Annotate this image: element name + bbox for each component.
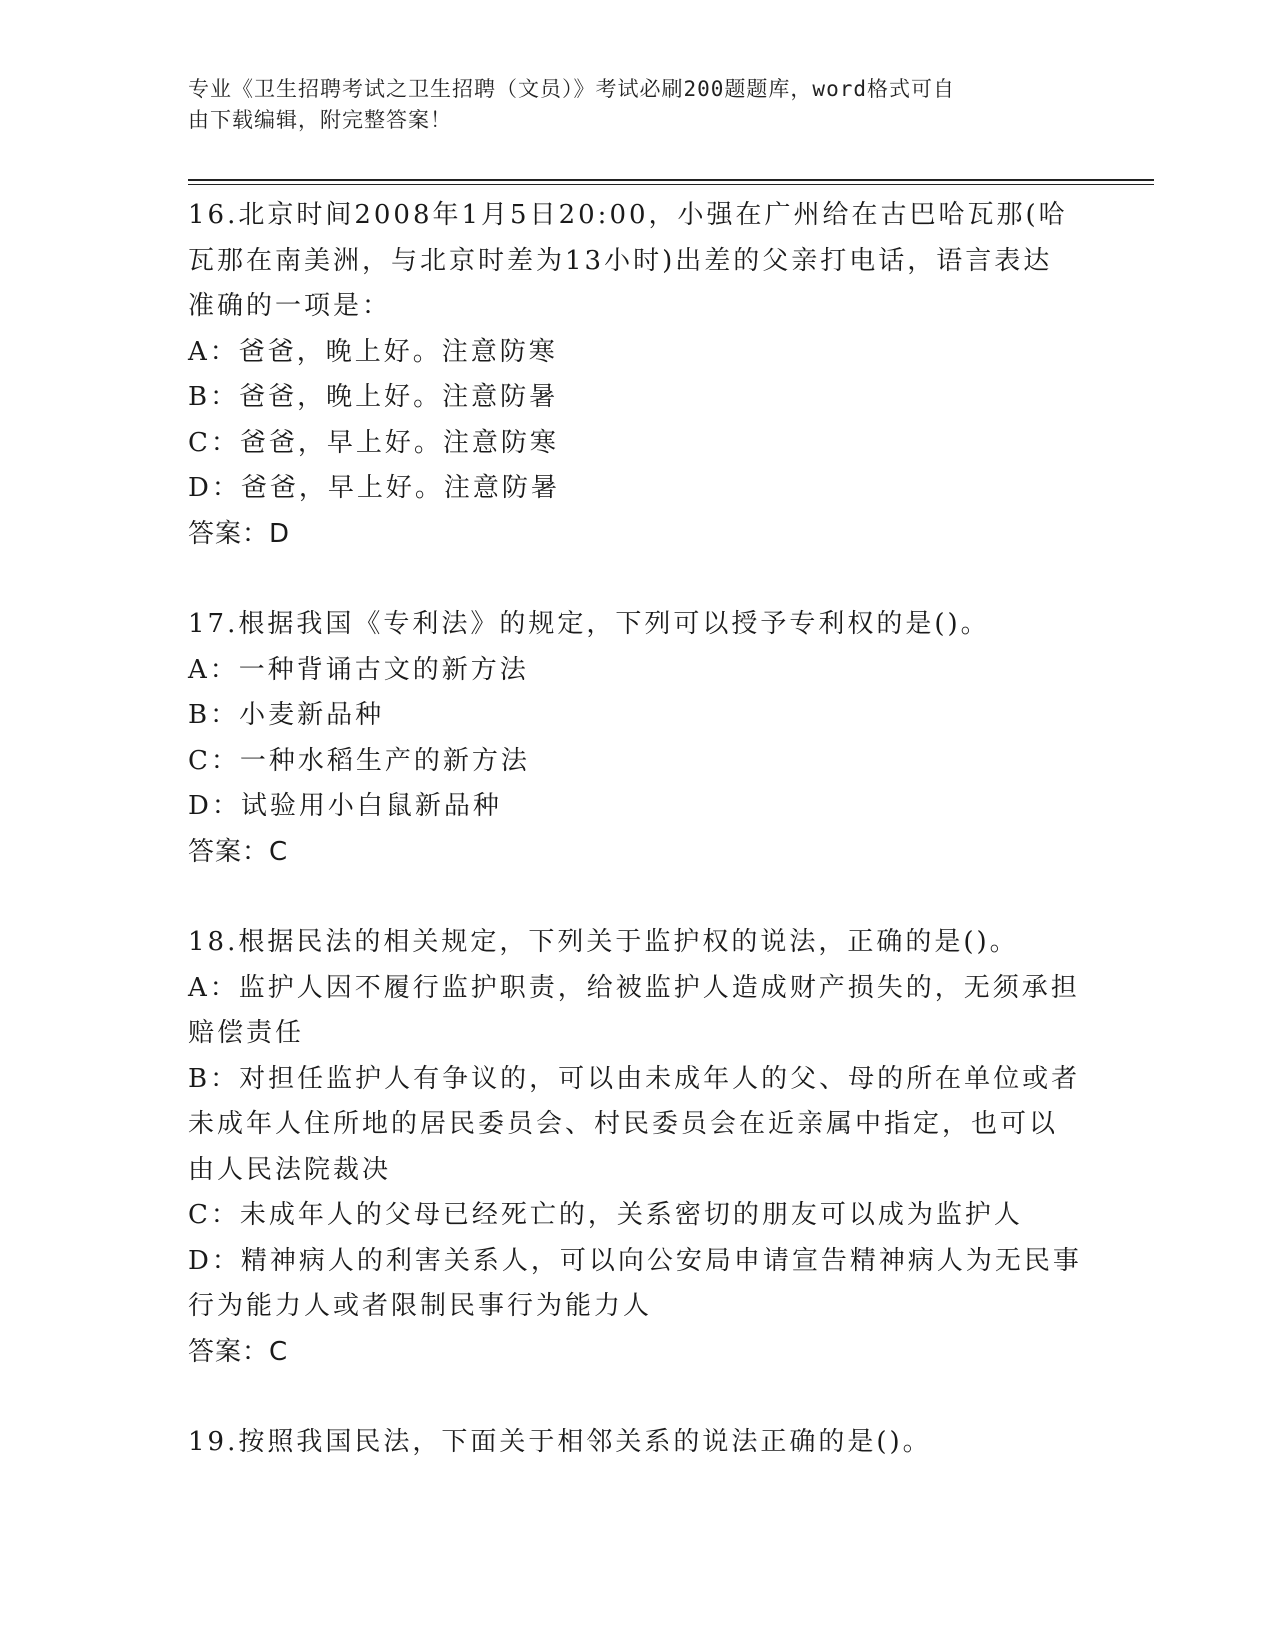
- header-divider-thick: [188, 179, 1154, 181]
- question-block: [188, 193, 1088, 557]
- answer-option-line: 未成年人住所地的居民委员会、村民委员会在近亲属中指定，也可以: [188, 1109, 1059, 1139]
- header-divider-thin: [188, 184, 1154, 185]
- answer-option-line: 由人民法院裁决: [188, 1154, 392, 1185]
- answer-option-line: B：小麦新品种: [188, 700, 385, 730]
- question-block: [188, 920, 1088, 1375]
- answer-option-line: C：爸爸，早上好。注意防寒: [188, 427, 559, 458]
- answer-key: 答案：D: [188, 518, 291, 549]
- question-list: [188, 193, 1088, 1511]
- question-stem-line: 16.北京时间2008年1月5日20:00，小强在广州给在古巴哈瓦那(哈: [188, 200, 1068, 230]
- header-line: 由下载编辑，附完整答案！: [188, 108, 452, 132]
- answer-option-line: 行为能力人或者限制民事行为能力人: [188, 1291, 653, 1321]
- answer-option-line: A：监护人因不履行监护职责，给被监护人造成财产损失的，无须承担: [188, 972, 1080, 1003]
- answer-option-line: B：对担任监护人有争议的，可以由未成年人的父、母的所在单位或者: [188, 1063, 1081, 1094]
- answer-option-line: B：爸爸，晚上好。注意防暑: [188, 382, 559, 412]
- question-stem-line: 17.根据我国《专利法》的规定，下列可以授予专利权的是()。: [188, 609, 990, 639]
- question-block: [188, 602, 1088, 875]
- answer-option-line: C：一种水稻生产的新方法: [188, 745, 530, 776]
- answer-key: 答案：C: [188, 1336, 289, 1367]
- answer-option-line: A：一种背诵古文的新方法: [188, 654, 529, 685]
- answer-option-line: D：精神病人的利害关系人，可以向公安局申请宣告精神病人为无民事: [188, 1245, 1082, 1276]
- answer-option-line: D：试验用小白鼠新品种: [188, 791, 502, 821]
- header-line: 专业《卫生招聘考试之卫生招聘（文员）》考试必刷200题题库，word格式可自: [188, 77, 955, 101]
- question-stem-line: 19.按照我国民法，下面关于相邻关系的说法正确的是()。: [188, 1427, 932, 1457]
- question-stem-line: 18.根据民法的相关规定，下列关于监护权的说法，正确的是()。: [188, 927, 1019, 957]
- question-stem-line: 瓦那在南美洲，与北京时差为13小时)出差的父亲打电话，语言表达: [188, 245, 1053, 276]
- answer-option-line: 赔偿责任: [188, 1018, 305, 1048]
- answer-option-line: C：未成年人的父母已经死亡的，关系密切的朋友可以成为监护人: [188, 1200, 1023, 1230]
- question-block: [188, 1420, 1088, 1466]
- question-stem-line: 准确的一项是：: [188, 291, 392, 321]
- answer-option-line: D：爸爸，早上好。注意防暑: [188, 473, 560, 503]
- document-header: [188, 74, 1068, 136]
- answer-key: 答案：C: [188, 836, 289, 867]
- answer-option-line: A：爸爸，晚上好。注意防寒: [188, 336, 558, 367]
